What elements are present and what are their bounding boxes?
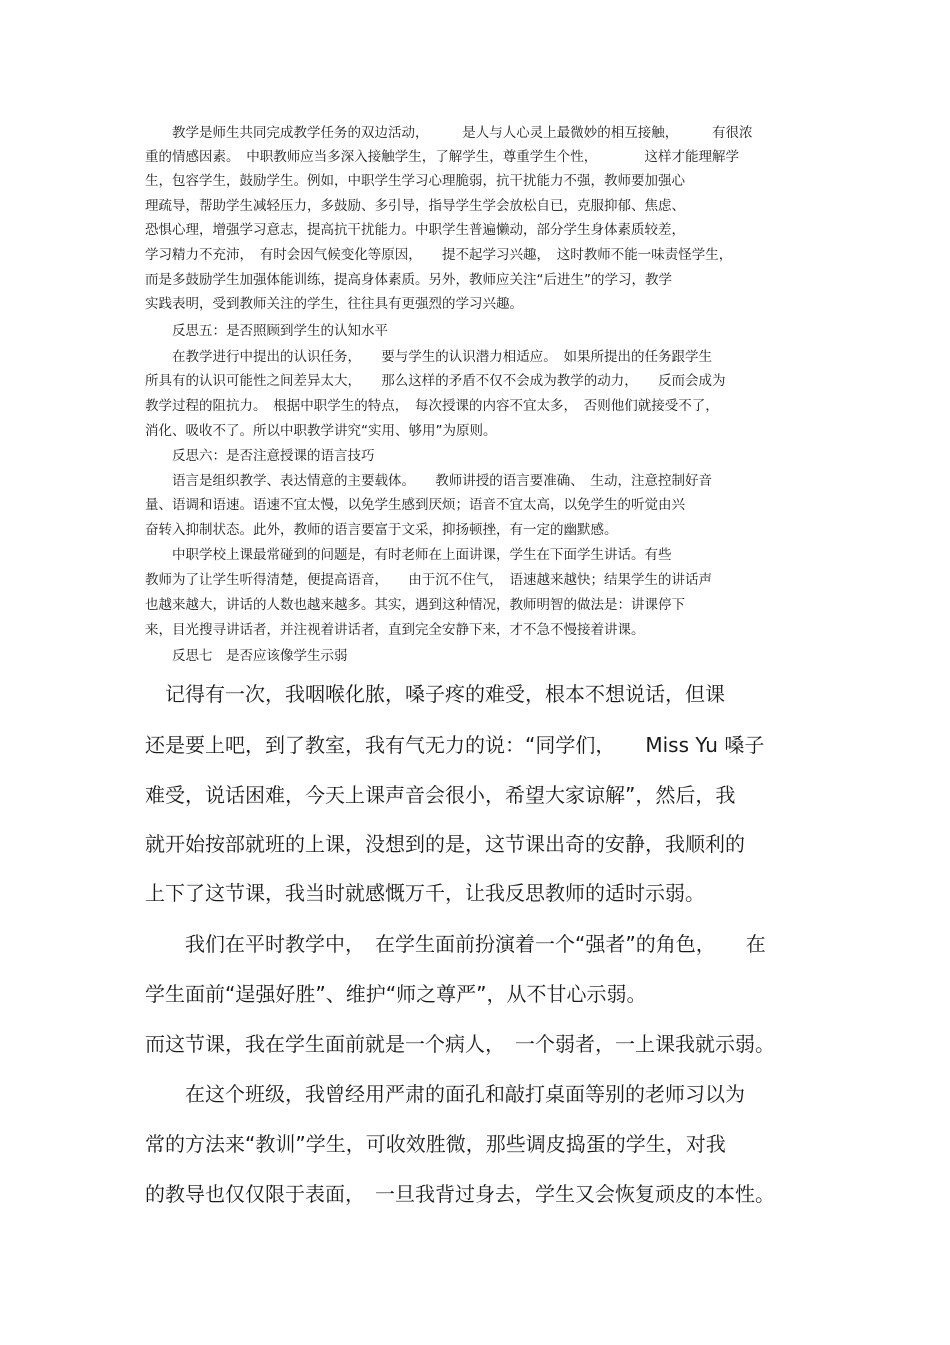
section-heading: 反思六：是否注意授课的语言技巧 bbox=[145, 448, 375, 464]
text-line: 教师为了让学生听得清楚，便提高语音， 由于沉不住气， 语速越来越快；结果学生的讲话声 bbox=[145, 572, 712, 588]
text-line: 所具有的认识可能性之间差异太大， 那么这样的矛盾不仅不会成为教学的动力， 反而会成为 bbox=[145, 373, 726, 389]
text-line-large: 而这节课，我在学生面前就是一个病人， 一个弱者，一上课我就示弱。 bbox=[145, 1032, 775, 1056]
text-line-large: 在这个班级，我曾经用严肃的面孔和敲打桌面等别的老师习以为 bbox=[145, 1082, 745, 1106]
text-line: 重的情感因素。 中职教师应当多深入接触学生，了解学生，尊重学生个性， 这样才能理解学 bbox=[145, 149, 739, 165]
text-line: 学习精力不充沛， 有时会因气候变化等原因， 提不起学习兴趣， 这时教师不能一味责怪学生， bbox=[145, 247, 733, 263]
text-line-large: 就开始按部就班的上课，没想到的是，这节课出奇的安静，我顺利的 bbox=[145, 832, 745, 856]
text-line: 而是多鼓励学生加强体能训练，提高身体素质。另外，教师应关注“后进生”的学习，教学 bbox=[145, 272, 672, 288]
text-line: 量、语调和语速。语速不宜太慢，以免学生感到厌烦；语音不宜太高，以免学生的听觉由兴 bbox=[145, 497, 685, 513]
section-heading: 反思五：是否照顾到学生的认知水平 bbox=[145, 323, 388, 339]
text-line: 教学过程的阻抗力。 根据中职学生的特点， 每次授课的内容不宜太多， 否则他们就接受不了， bbox=[145, 398, 719, 414]
text-line: 在教学进行中提出的认识任务， 要与学生的认识潜力相适应。 如果所提出的任务跟学生 bbox=[145, 349, 712, 365]
text-line: 理疏导，帮助学生减轻压力，多鼓励、多引导，指导学生学会放松自已，克服抑郁、焦虑、 bbox=[145, 198, 685, 214]
text-line-large: 常的方法来“教训”学生，可收效胜微，那些调皮捣蛋的学生，对我 bbox=[145, 1132, 726, 1156]
text-line-large: 上下了这节课，我当时就感慨万千，让我反思教师的适时示弱。 bbox=[145, 881, 705, 905]
section-heading: 反思七 是否应该像学生示弱 bbox=[145, 648, 348, 664]
text-line-large: 记得有一次，我咽喉化脓，嗓子疼的难受，根本不想说话，但课 bbox=[145, 682, 725, 706]
text-line-large: 难受，说话困难，今天上课声音会很小，希望大家谅解”，然后，我 bbox=[145, 783, 736, 807]
text-line: 恐惧心理，增强学习意志，提高抗干扰能力。中职学生普遍懒动，部分学生身体素质较差， bbox=[145, 222, 685, 238]
text-line: 实践表明，受到教师关注的学生，往往具有更强烈的学习兴趣。 bbox=[145, 296, 523, 312]
text-line-large: 学生面前“逞强好胜”、维护“师之尊严”，从不甘心示弱。 bbox=[145, 982, 647, 1006]
text-line-large: 还是要上吧，到了教室，我有气无力的说：“同学们， Miss Yu 嗓子 bbox=[145, 733, 765, 757]
text-line-large: 的教导也仅仅限于表面， 一旦我背过身去，学生又会恢复顽皮的本性。 bbox=[145, 1182, 775, 1206]
text-line: 教学是师生共同完成教学任务的双边活动， 是人与人心灵上最微妙的相互接触， 有很浓 bbox=[145, 125, 753, 141]
text-line: 中职学校上课最常碰到的问题是，有时老师在上面讲课，学生在下面学生讲话。有些 bbox=[145, 547, 672, 563]
text-line: 生，包容学生，鼓励学生。例如，中职学生学习心理脆弱，抗干扰能力不强，教师要加强心 bbox=[145, 173, 685, 189]
text-line: 来，目光搜寻讲话者，并注视着讲话者，直到完全安静下来，才不急不慢接着讲课。 bbox=[145, 622, 645, 638]
text-line-large: 我们在平时教学中， 在学生面前扮演着一个“强者”的角色， 在 bbox=[145, 932, 766, 956]
text-line: 奋转入抑制状态。此外，教师的语言要富于文采，抑扬顿挫，有一定的幽默感。 bbox=[145, 522, 618, 538]
text-line: 语言是组织教学、表达情意的主要载体。 教师讲授的语言要准确、 生动，注意控制好音 bbox=[145, 473, 712, 489]
text-line: 消化、吸收不了。所以中职教学讲究“实用、够用”为原则。 bbox=[145, 423, 497, 439]
text-line: 也越来越大，讲话的人数也越来越多。其实，遇到这种情况，教师明智的做法是：讲课停下 bbox=[145, 597, 685, 613]
